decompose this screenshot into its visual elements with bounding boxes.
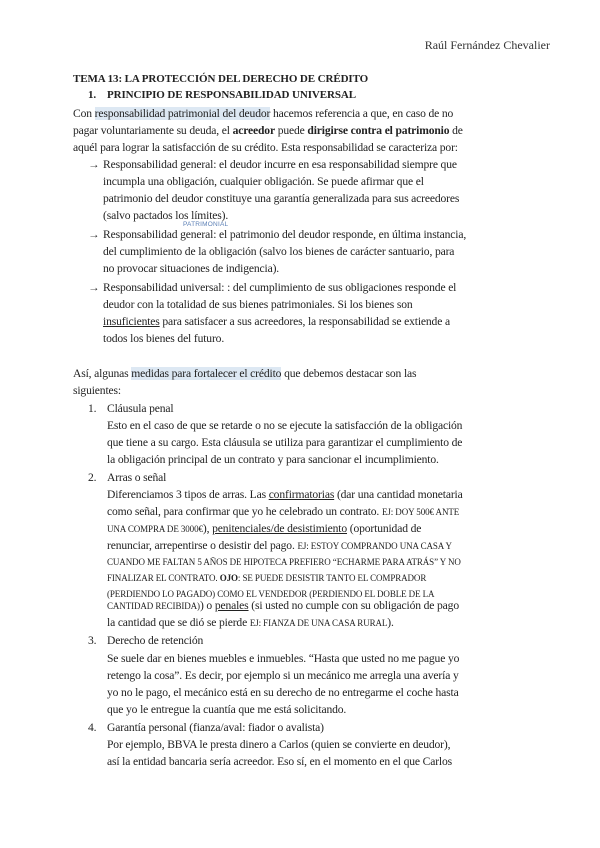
item-title-arras: Arras o señal [107,471,167,484]
underline-penitenciales: penitenciales/de desistimiento [212,522,348,535]
list-number: 4. [88,721,97,734]
arras-text: (oportunidad de [347,522,422,535]
item3-line-2: retengo la cosa”. Es decir, por ejemplo si un mecánico me arregla una avería y [107,669,459,682]
intro-line-1 [73,106,453,122]
arras-line-5: CUANDO ME FALTAN 5 AÑOS DE HIPOTECA PREFIERO “ECHARME PARA ATRÁS” Y NO [107,557,461,567]
intro-text: Con [73,107,92,120]
arras-text: (si usted no cumple con su obligación de pago [248,599,459,612]
general-line-1: Responsabilidad general: el deudor incurre en esa responsabilidad siempre que [103,158,457,171]
item-title-derecho-retencion: Derecho de retención [107,634,204,647]
item3-line-1: Se suele dar en bienes muebles e inmuebles. “Hasta que usted no me pague yo [107,652,460,665]
general2-line-1: Responsabilidad general: el patrimonio del deudor responde, en última instancia, [103,228,467,241]
arras-text: renunciar, arrepentirse o desistir del pago. [107,539,298,552]
underline-confirmatorias: confirmatorias [268,488,335,501]
example-text: EJ: FIANZA DE UNA CASA RURAL [249,618,388,628]
arrow-bullet: → [88,158,100,171]
item-title-garantia-personal: Garantía personal (fianza/aval: fiador o avalista) [107,721,324,734]
section-title: TEMA 13: LA PROTECCIÓN DEL DERECHO DE CRÉDITO [73,73,369,85]
intro-text: hacemos referencia a que, en caso de no [270,107,454,120]
arras-line-9 [107,615,394,631]
arrow-bullet: → [88,228,100,241]
item3-line-4: que yo le entregue la cuantía que me está solicitando. [107,703,347,716]
item1-line-1: Esto en el caso de que se retarde o no se ejecute la satisfacción de la obligación [107,419,463,432]
medidas-text: Así, algunas [73,367,132,380]
bold-acreedor: acreedor [232,124,275,137]
arras-line-2 [107,504,459,520]
arrow-bullet: → [88,281,100,294]
item1-line-3: la obligación principal de un contrato y para sancionar el incumplimiento. [107,453,439,466]
universal-line-3 [103,314,450,330]
example-text: EJ: DOY 500€ ANTE [381,507,460,517]
general2-line-3: no provocar situaciones de indigencia). [103,262,280,275]
arras-text: ), [202,522,213,535]
item-title-clausula-penal: Cláusula penal [107,402,174,415]
list-number: 3. [88,634,97,647]
intro-text: pagar voluntariamente su deuda, el [73,124,233,137]
general-line-2: incumpla una obligación, cualquier obligación. Se puede afirmar que el [103,175,424,188]
list-number: 1. [88,402,97,415]
example-text: FINALIZAR EL CONTRATO. [107,573,220,583]
universal-line-4: todos los bienes del futuro. [103,332,225,345]
general2-line-2: del cumplimiento de la obligación (salvo los bienes de carácter santuario, para [103,245,455,258]
underline-insuficientes: insuficientes [103,315,160,328]
intro-text: puede [274,124,308,137]
arras-line-1 [107,487,463,503]
underline-penales: penales [214,599,249,612]
intro-text: de [449,124,463,137]
arras-line-4 [107,538,452,554]
medidas-line-1 [73,366,416,382]
arras-text: ). [387,616,394,629]
arras-text: como señal, para confirmar que yo he celebrado un contrato. [107,505,382,518]
item3-line-3: yo no le pago, el mecánico está en su derecho de no entregarme el coche hasta [107,686,459,699]
intro-line-3: aquél para lograr la satisfacción de su crédito. Esta responsabilidad se caracteriza por: [73,141,458,154]
general-line-4: (salvo pactados los límites). [103,209,229,222]
arras-line-3 [107,521,421,537]
universal-line-2: deudor con la totalidad de sus bienes patrimoniales. Si los bienes son [103,298,413,311]
medidas-line-2: siguientes: [73,384,121,397]
arras-text: Diferenciamos 3 tipos de arras. Las [107,488,269,501]
universal-line-1: Responsabilidad universal: : del cumplimiento de sus obligaciones responde el [103,281,457,294]
example-text: CANTIDAD RECIBIDA) [107,601,200,611]
arras-text: ) o [199,599,215,612]
highlight-responsabilidad-patrimonial: responsabilidad patrimonial del deudor [94,107,271,120]
item1-line-2: que tiene a su cargo. Esta cláusula se utiliza para garantizar el cumplimiento de [107,436,463,449]
arras-line-6 [107,570,426,586]
general-line-3: patrimonio del deudor constituye una garantía generalizada para sus acreedores [103,192,460,205]
example-text: UNA COMPRA DE 3000€ [107,524,203,534]
list-number: 2. [88,471,97,484]
subheading-title: PRINCIPIO DE RESPONSABILIDAD UNIVERSAL [107,89,356,101]
arras-text: la cantidad que se dió se pierde [107,616,250,629]
annotation-patrimonial: PATRIMONIAL [183,221,229,228]
example-text: EJ: ESTOY COMPRANDO UNA CASA Y [297,541,452,551]
universal-text: para satisfacer a sus acreedores, la responsabilidad se extiende a [159,315,450,328]
author-name: Raúl Fernández Chevalier [424,38,550,52]
bold-ojo: OJO [219,573,238,583]
intro-line-2 [73,123,463,139]
item4-line-1: Por ejemplo, BBVA le presta dinero a Carlos (quien se convierte en deudor), [107,738,451,751]
medidas-text: que debemos destacar son las [281,367,417,380]
highlight-medidas: medidas para fortalecer el crédito [131,367,282,380]
arras-line-7: (PERDIENDO LO PAGADO) COMO EL VENDEDOR (PERDIENDO EL DOBLE DE LA [107,589,435,599]
example-text: : SE PUEDE DESISTIR TANTO EL COMPRADOR [237,573,427,583]
arras-text: (dar una cantidad monetaria [334,488,463,501]
subheading-number: 1. [88,89,97,101]
bold-dirigirse: dirigirse contra el patrimonio [307,124,450,137]
item4-line-2: así la entidad bancaria sería acreedor. Eso sí, en el momento en el que Carlos [107,755,452,768]
arras-line-8 [107,598,459,614]
